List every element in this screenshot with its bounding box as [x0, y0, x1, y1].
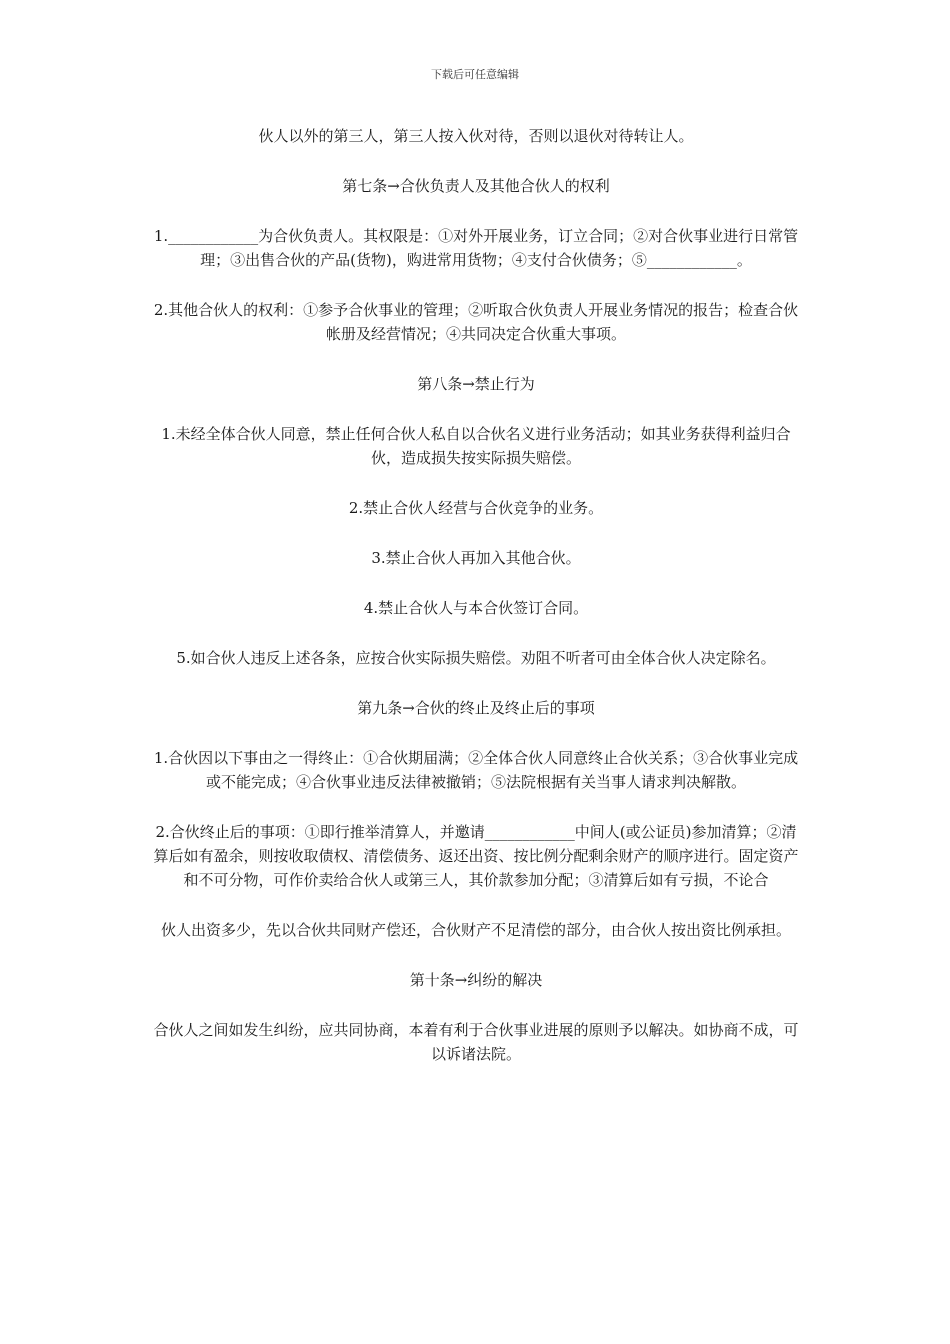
article-8-clause-5: 5.如合伙人违反上述各条，应按合伙实际损失赔偿。劝阻不听者可由全体合伙人决定除名。	[176, 649, 776, 667]
article-8-heading: 第八条→禁止行为	[417, 375, 535, 393]
article-10-clause: 合伙人之间如发生纠纷，应共同协商，本着有利于合伙事业进展的原则予以解决。如协商不成，可以诉诸法院。	[153, 1021, 799, 1063]
article-9-clause-2: 2.合伙终止后的事项：①即行推举清算人，并邀请____________中间人(或公证员)参加清算；②清算后如有盈余，则按收取债权、清偿债务、返还出资、按比例分配剩余财产的顺序进行。固定资产和不可分物，可作价卖给合伙人或第三人，其价款参加分配；③清算后如有亏损，不论合	[153, 823, 799, 889]
article-9-clause-1: 1.合伙因以下事由之一得终止：①合伙期届满；②全体合伙人同意终止合伙关系；③合伙事业完成或不能完成；④合伙事业违反法律被撤销；⑤法院根据有关当事人请求判决解散。	[153, 749, 799, 791]
article-9-heading: 第九条→合伙的终止及终止后的事项	[357, 699, 595, 717]
paragraph-transfer-note: 伙人以外的第三人，第三人按入伙对待，否则以退伙对待转让人。	[258, 127, 694, 145]
article-8-clause-4: 4.禁止合伙人与本合伙签订合同。	[363, 599, 589, 617]
page-header-note: 下载后可任意编辑	[431, 68, 519, 81]
article-8-clause-3: 3.禁止合伙人再加入其他合伙。	[371, 549, 581, 567]
article-9-clause-2-continued: 伙人出资多少，先以合伙共同财产偿还，合伙财产不足清偿的部分，由合伙人按出资比例承担。	[160, 921, 791, 939]
article-7-clause-2: 2.其他合伙人的权利：①参予合伙事业的管理；②听取合伙负责人开展业务情况的报告；检查合伙帐册及经营情况；④共同决定合伙重大事项。	[153, 301, 799, 343]
document-body	[148, 124, 804, 1092]
article-8-clause-1: 1.未经全体合伙人同意，禁止任何合伙人私自以合伙名义进行业务活动；如其业务获得利益归合伙，造成损失按实际损失赔偿。	[161, 425, 791, 467]
article-7-heading: 第七条→合伙负责人及其他合伙人的权利	[342, 177, 610, 195]
article-8-clause-2: 2.禁止合伙人经营与合伙竞争的业务。	[348, 499, 604, 517]
article-7-clause-1: 1.____________为合伙负责人。其权限是：①对外开展业务，订立合同；②对合伙事业进行日常管理；③出售合伙的产品(货物)，购进常用货物；④支付合伙债务；⑤____________。	[153, 227, 799, 269]
article-10-heading: 第十条→纠纷的解决	[409, 971, 543, 989]
